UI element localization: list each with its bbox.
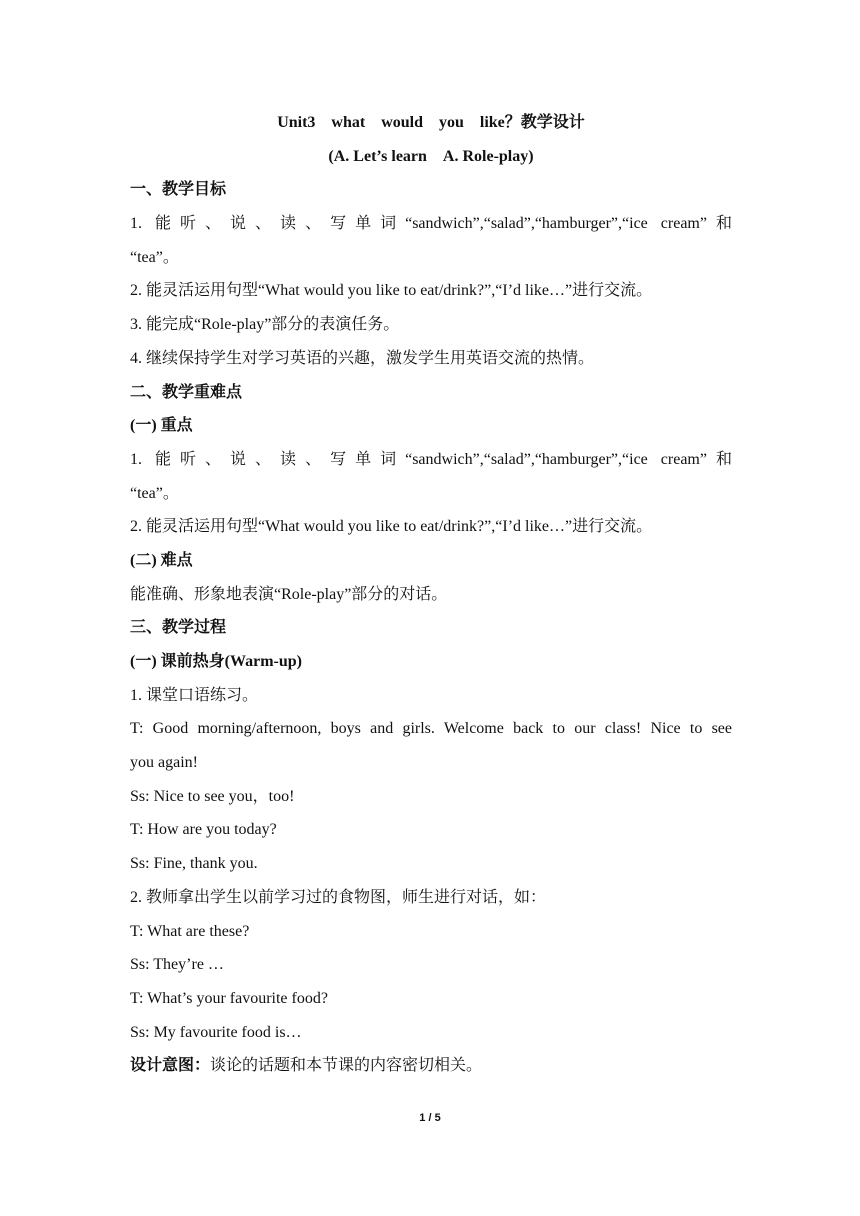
paragraph-line: 能准确、形象地表演“Role-play”部分的对话。	[130, 585, 448, 603]
dialogue-line: Ss: Nice to see you，too!	[130, 787, 295, 805]
dialogue-line: Ss: Fine, thank you.	[130, 855, 258, 873]
section-heading-process: 三、教学过程	[130, 619, 227, 637]
design-intent-label: 设计意图：	[130, 1057, 211, 1075]
dialogue-line: Ss: My favourite food is…	[130, 1023, 302, 1041]
design-intent	[130, 1049, 732, 1083]
section-heading-objectives: 一、教学目标	[130, 181, 227, 199]
subsection-heading-focus: (一) 重点	[130, 417, 193, 435]
page-number: 1 / 5	[419, 1112, 441, 1124]
section-heading-key-points: 二、教学重难点	[130, 383, 243, 401]
paragraph-line: 3. 能完成“Role-play”部分的表演任务。	[130, 316, 400, 334]
paragraph-line: 1. 能听、说、读、写单词“sandwich”,“salad”,“hamburger”,“ice cream”和	[130, 450, 732, 468]
dialogue-line: you again!	[130, 754, 198, 772]
paragraph-line: “tea”。	[130, 248, 179, 266]
document-title: Unit3 what would you like？教学设计	[277, 114, 585, 131]
document-body	[130, 106, 732, 1083]
paragraph-line: 2. 能灵活运用句型“What would you like to eat/drink?”,“I’d like…”进行交流。	[130, 518, 653, 536]
paragraph-line: 4. 继续保持学生对学习英语的兴趣，激发学生用英语交流的热情。	[130, 349, 595, 367]
paragraph-line: 1. 能听、说、读、写单词“sandwich”,“salad”,“hamburger”,“ice cream”和	[130, 215, 732, 233]
subsection-heading-warm-up: (一) 课前热身(Warm-up)	[130, 653, 302, 670]
dialogue-line: T: What are these?	[130, 922, 250, 940]
dialogue-line: T: Good morning/afternoon, boys and girls. Welcome back to our class! Nice to see	[130, 720, 732, 738]
subsection-heading-difficulty: (二) 难点	[130, 551, 193, 569]
design-intent-text: 谈论的话题和本节课的内容密切相关。	[210, 1057, 483, 1075]
paragraph-line: 2. 能灵活运用句型“What would you like to eat/drink?”,“I’d like…”进行交流。	[130, 282, 653, 300]
paragraph-line: 2. 教师拿出学生以前学习过的食物图，师生进行对话，如：	[130, 888, 547, 906]
dialogue-line: T: What’s your favourite food?	[130, 989, 328, 1007]
document-subtitle: (A. Let’s learn A. Role-play)	[328, 147, 534, 165]
paragraph-line: “tea”。	[130, 484, 179, 502]
dialogue-line: Ss: They’re …	[130, 956, 224, 974]
dialogue-line: T: How are you today?	[130, 821, 277, 839]
paragraph-line: 1. 课堂口语练习。	[130, 686, 259, 704]
